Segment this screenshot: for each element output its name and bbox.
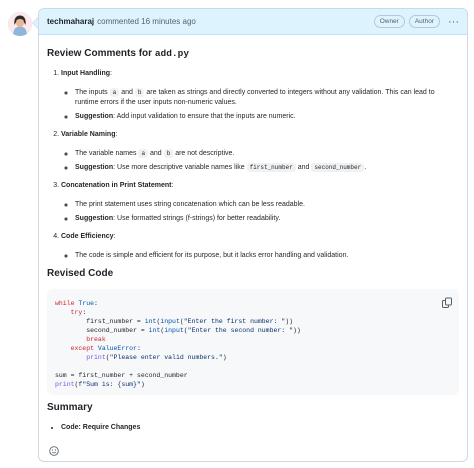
copy-icon[interactable] xyxy=(441,297,453,309)
code-line: except ValueError: xyxy=(70,345,141,352)
review-list xyxy=(47,69,459,261)
comment-timestamp[interactable]: commented 16 minutes ago xyxy=(97,17,196,26)
code-line: print(f"Sum is: {sum}") xyxy=(55,381,145,388)
review-heading: Review Comments for add.py xyxy=(47,48,190,59)
suggestion-text: ◦ Suggestion: Use more descriptive variable names like first_number and second_number . xyxy=(75,163,459,173)
comment-box xyxy=(38,8,468,462)
code-line: print("Please enter valid numbers.") xyxy=(86,354,227,361)
kebab-horizontal-icon[interactable]: ··· xyxy=(448,15,459,28)
author-badge: Author xyxy=(409,15,440,28)
list-item: 2. Variable Naming: ◦ The variable names a and b are not descriptive. ◦ Suggestion: Use more descriptive variable names like first_number and second_number . xyxy=(61,130,459,173)
comment-body xyxy=(39,35,467,433)
revised-code-heading: Revised Code xyxy=(47,268,114,279)
item-title: Code Efficiency xyxy=(61,233,114,240)
list-item: 1. Input Handling: ◦ The inputs a and b are taken as strings and directly converted to integers without any validation. This can lead to runtime errors if the user inputs non-numeric values. ◦ Suggestion: Add input validation to ensure that the inputs are numeric. xyxy=(61,69,459,122)
comment-pointer-inner xyxy=(33,18,38,28)
issue-text: ◦ The code is simple and efficient for its purpose, but it lacks error handling and validation. xyxy=(75,251,459,261)
code-line: second_number = int(input("Enter the second number: ")) xyxy=(86,327,301,334)
issue-text: ◦ The variable names a and b are not descriptive. xyxy=(75,149,459,159)
smiley-icon-svg xyxy=(49,446,59,456)
code-line: break xyxy=(86,336,106,343)
list-item: 4. Code Efficiency: ◦ The code is simple and efficient for its purpose, but it lacks error handling and validation. xyxy=(61,232,459,261)
owner-badge: Owner xyxy=(374,15,405,28)
avatar[interactable] xyxy=(8,12,32,36)
item-title: Input Handling xyxy=(61,70,110,77)
suggestion-text: ◦ Suggestion: Use formatted strings (f-strings) for better readability. xyxy=(75,214,459,224)
issue-text: ◦ The print statement uses string concatenation which can be less readable. xyxy=(75,200,459,210)
code-line: sum = first_number + second_number xyxy=(55,372,188,379)
code-block xyxy=(47,289,459,395)
code-line: while True: xyxy=(55,300,98,307)
comment-header xyxy=(39,9,467,35)
summary-list xyxy=(47,423,459,433)
code-line: try: xyxy=(70,309,87,316)
item-title: Variable Naming xyxy=(61,131,116,138)
avatar-image xyxy=(8,12,32,36)
list-item: 3. Concatenation in Print Statement: ◦ The print statement uses string concatenation which can be less readable. ◦ Suggestion: Use formatted strings (f-strings) for better readability. xyxy=(61,181,459,224)
summary-item: • Code: Require Changes xyxy=(61,423,459,433)
smiley-icon[interactable] xyxy=(49,443,59,453)
suggestion-text: ◦ Suggestion: Add input validation to ensure that the inputs are numeric. xyxy=(75,112,459,122)
copy-icon-svg xyxy=(441,297,453,309)
issue-text: ◦ The inputs a and b are taken as strings and directly converted to integers without any validation. This can lead to runtime errors if the user inputs non-numeric values. xyxy=(75,88,459,108)
comment-author[interactable]: techmaharaj xyxy=(47,17,95,26)
code-line: first_number = int(input("Enter the first number: ")) xyxy=(86,318,293,325)
summary-heading: Summary xyxy=(47,402,93,413)
item-title: Concatenation in Print Statement xyxy=(61,182,172,189)
